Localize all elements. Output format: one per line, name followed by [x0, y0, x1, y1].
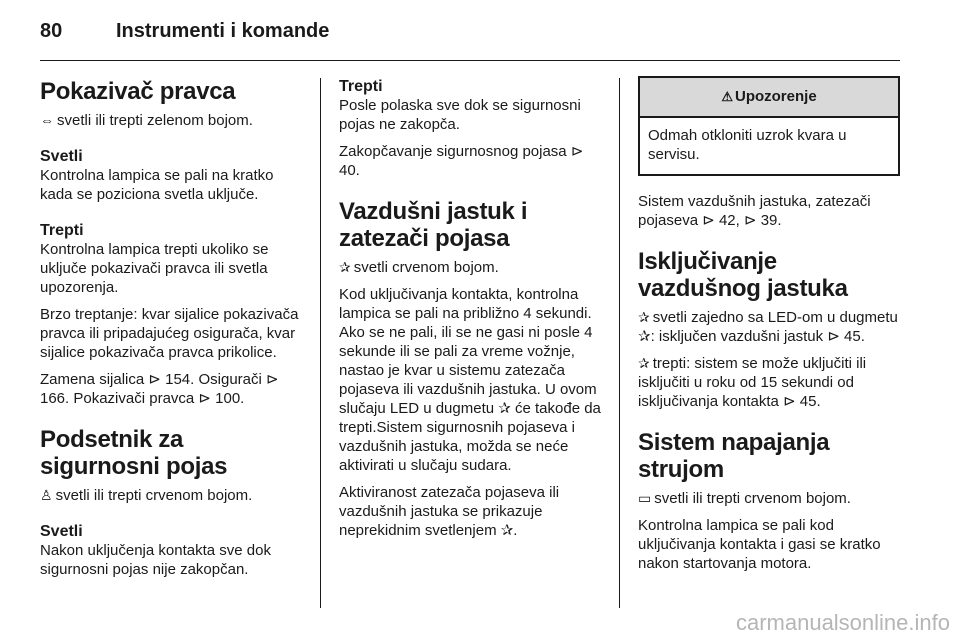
paragraph: ⇔ svetli ili trepti zelenom bojom.	[40, 112, 253, 129]
column-divider	[320, 78, 321, 608]
paragraph: Kontrolna lampica trepti ukoliko se uključe pokazivači pravca ili svetla upozorenja.	[40, 241, 269, 296]
subheading-svetli: Svetli	[40, 523, 83, 540]
paragraph: ✰ svetli crvenom bojom.	[339, 259, 499, 276]
page-title: Instrumenti i komande	[116, 20, 330, 42]
airbag-off-icon: ✰	[638, 355, 650, 371]
paragraph: Kod uključivanja kontakta, kontrolna lampica se pali na približno 4 sekundi. Ako se ne pali, ili se ne gasi ni posle 4 sekunde ili se pali za vreme vožnje, nastao je kvar u sistemu zatezača pojaseva ili vazdušnih jastuka. U ovom slučaju LED u dugmetu ✰ će takođe da trepti.Sistem sigurnosnih pojaseva i vazdušnih jastuka, možda se neće aktivirati u slučaju sudara.	[339, 286, 601, 474]
paragraph: Nakon uključenja kontakta sve dok sigurnosni pojas nije zakopčan.	[40, 542, 271, 578]
warning-body: Odmah otkloniti uzrok kvara u servisu.	[648, 127, 847, 163]
paragraph: Zamena sijalica ⊳ 154. Osigurači ⊳ 166. Pokazivači pravca ⊳ 100.	[40, 371, 279, 407]
column-3	[638, 78, 900, 581]
paragraph: Brzo treptanje: kvar sijalice pokazivača pravca ili pripadajućeg osigurača, kvar sijalice pokazivača pravca prikolice.	[40, 306, 299, 361]
paragraph: ✰ trepti: sistem se može uključiti ili isključiti u roku od 15 sekundi od isključivanja kontakta ⊳ 45.	[638, 355, 867, 410]
battery-icon: ▭	[638, 490, 652, 506]
paragraph: ▭ svetli ili trepti crvenom bojom.	[638, 490, 851, 507]
warning-header: ⚠ Upozorenje	[640, 78, 898, 118]
heading-airbag-deactivation: Isključivanje vazdušnog jastuka	[638, 248, 848, 302]
paragraph: Sistem vazdušnih jastuka, zatezači pojaseva ⊳ 42, ⊳ 39.	[638, 193, 871, 229]
heading-turn-signal: Pokazivač pravca	[40, 78, 236, 105]
airbag-off-icon: ✰	[638, 309, 650, 325]
heading-airbag: Vazdušni jastuk i zatezači pojasa	[339, 198, 528, 252]
turn-signal-icon: ⇔	[40, 112, 54, 128]
paragraph: ♙ svetli ili trepti crvenom bojom.	[40, 487, 253, 504]
watermark: carmanualsonline.info	[735, 610, 950, 635]
airbag-icon: ✰	[339, 259, 351, 275]
page-number: 80	[40, 20, 63, 42]
paragraph: Kontrolna lampica se pali na kratko kada se poziciona svetla uključe.	[40, 167, 274, 203]
paragraph: Posle polaska sve dok se sigurnosni pojas ne zakopča.	[339, 97, 581, 133]
page-header	[40, 20, 920, 50]
column-1	[40, 78, 302, 587]
paragraph: ✰ svetli zajedno sa LED-om u dugmetu ✰: isključen vazdušni jastuk ⊳ 45.	[638, 309, 898, 345]
paragraph: Zakopčavanje sigurnosnog pojasa ⊳ 40.	[339, 143, 584, 179]
subheading-svetli: Svetli	[40, 148, 83, 165]
warning-box	[638, 76, 900, 176]
header-divider	[40, 60, 900, 61]
heading-charging-system: Sistem napajanja strujom	[638, 429, 830, 483]
warning-triangle-icon: ⚠	[721, 89, 733, 104]
seatbelt-icon: ♙	[40, 487, 53, 503]
paragraph: Kontrolna lampica se pali kod uključivanja kontakta i gasi se kratko nakon startovanja motora.	[638, 517, 881, 572]
column-divider	[619, 78, 620, 608]
heading-seatbelt-reminder: Podsetnik za sigurnosni pojas	[40, 426, 228, 480]
subheading-trepti: Trepti	[339, 78, 383, 95]
subheading-trepti: Trepti	[40, 222, 84, 239]
paragraph: Aktiviranost zatezača pojaseva ili vazdušnih jastuka se prikazuje neprekidnim svetlenjem ✰.	[339, 484, 560, 539]
column-2	[339, 78, 601, 548]
